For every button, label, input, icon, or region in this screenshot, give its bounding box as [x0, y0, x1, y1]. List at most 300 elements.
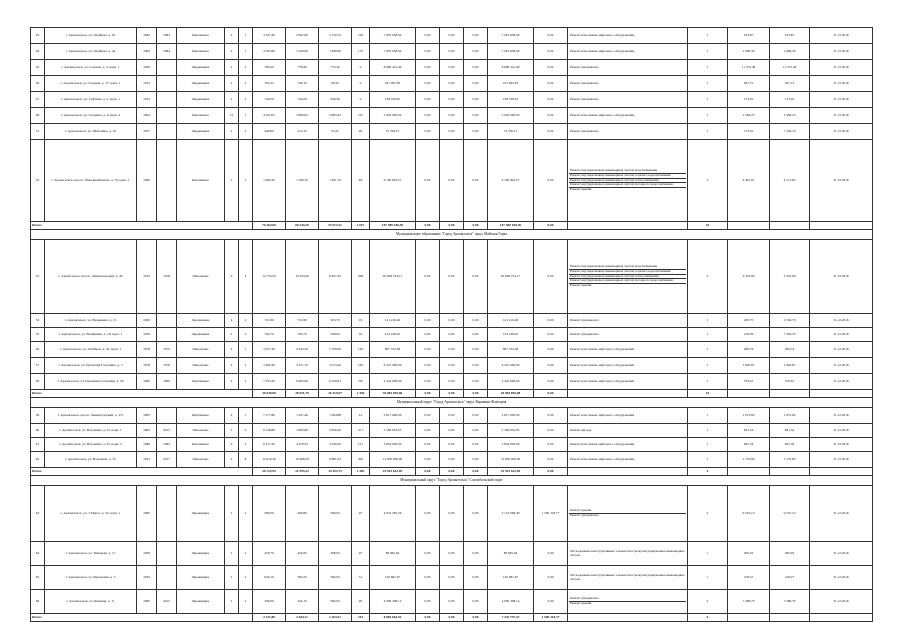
works-list-cell	[568, 60, 688, 76]
overhaul-year-cell: 1978	[157, 240, 177, 314]
max-unit-cost-cell: 200,93	[770, 542, 810, 566]
work-item: Ремонт внутридомовых инженерных систем горячего водоснабжения	[569, 173, 686, 178]
owners-cost-cell: 120 681,67	[488, 566, 534, 590]
works-list-cell	[568, 328, 688, 342]
works-list-cell	[568, 358, 688, 374]
private-area-cell: 3 013,40	[319, 358, 352, 374]
residents-cell: 392	[352, 452, 370, 468]
deadline-cell: 31.12.2016	[810, 328, 873, 342]
address-cell: г. Архангельск, ул. Суфтина, д. 3, корп. 1	[45, 92, 137, 108]
floors-cell: 9	[225, 408, 239, 424]
overhaul-year-cell	[157, 140, 177, 222]
works-count-cell: 2	[688, 240, 728, 314]
works-list	[569, 458, 686, 462]
residents-cell: 310	[352, 374, 370, 390]
work-item: Ремонт фасада	[570, 428, 592, 432]
works-list	[569, 319, 686, 323]
max-unit-cost-cell: 11 372,49	[770, 60, 810, 76]
total-cost-cell: 7 919 938,00	[370, 28, 416, 44]
deadline-cell: 31.12.2016	[810, 140, 873, 222]
build-year-cell: 1979	[137, 240, 157, 314]
row-number: 66	[31, 590, 45, 614]
table-row	[31, 44, 873, 60]
works-list-cell	[568, 424, 688, 438]
row-number: 47	[31, 92, 45, 108]
work-item: Ремонт или замена лифтового оборудования	[570, 347, 635, 351]
deadline-cell: 31.12.2016	[810, 124, 873, 140]
local-budget-cell: 0,00	[464, 438, 488, 452]
total-cost-cell: 4 672 387,26	[370, 486, 416, 542]
fund-cell: 0,00	[416, 60, 440, 76]
address-cell: г. Архангельск, ул. Гагарина, д. 9, корп. 2	[45, 108, 137, 124]
works-list	[569, 550, 686, 558]
unit-cost-cell: 825,78	[728, 438, 770, 452]
other-funds-cell: 0,00	[534, 452, 568, 468]
floors-cell: 2	[225, 124, 239, 140]
floors-cell: 2	[225, 60, 239, 76]
local-budget-cell: 0,00	[464, 108, 488, 124]
fund-cell: 0,00	[416, 240, 440, 314]
budget-cell: 0,00	[440, 486, 464, 542]
wall-material-cell: Деревянные	[177, 92, 225, 108]
work-item: Ремонт внутридомовых инженерных систем горячего водоснабжения	[569, 269, 686, 274]
owners-cost-cell: 6 700 843,27	[488, 140, 534, 222]
floors-cell: 5	[225, 140, 239, 222]
total-total-cost-cell: 107 580 048,49	[370, 222, 416, 230]
residents-cell: 25	[352, 486, 370, 542]
unit-cost-cell: 913,87	[728, 28, 770, 44]
owners-cost-cell: 2 817 000,00	[488, 408, 534, 424]
max-unit-cost-cell: 1 905,87	[770, 358, 810, 374]
build-year-cell: 1978	[137, 358, 157, 374]
owners-cost-cell: 197 965,83	[488, 76, 534, 92]
total-private-area-cell: 1 263,51	[319, 614, 352, 622]
floors-cell: 2	[225, 92, 239, 108]
entrances-cell: 1	[239, 342, 253, 358]
local-budget-cell: 0,00	[464, 92, 488, 108]
local-budget-cell: 0,00	[464, 76, 488, 92]
total-budget-cell: 0,00	[440, 390, 464, 398]
local-budget-cell: 0,00	[464, 424, 488, 438]
work-item: Ремонт фундамента	[570, 513, 599, 517]
fund-cell: 0,00	[416, 44, 440, 60]
work-item: Ремонт или замена лифтового оборудования	[570, 457, 635, 461]
residents-cell: 16	[352, 328, 370, 342]
total-cost-cell: 197 965,83	[370, 76, 416, 92]
fund-cell: 0,00	[416, 76, 440, 92]
budget-cell: 0,00	[440, 590, 464, 614]
floors-cell: 5	[225, 424, 239, 438]
total-living-area-cell: 22 595,32	[286, 468, 319, 476]
private-area-cell: 398,00	[319, 542, 352, 566]
address-cell: г. Архангельск, ул. Воронина, д. 32, корп. 3	[45, 438, 137, 452]
fund-cell: 0,00	[416, 486, 440, 542]
max-unit-cost-cell: 913,87	[770, 28, 810, 44]
residents-cell: 170	[352, 44, 370, 60]
section-title: Муниципальный округ "Город Архангельск" Соломбальский округ	[31, 476, 873, 486]
total-empty-cell	[568, 468, 688, 476]
living-area-cell: 749,10	[286, 76, 319, 92]
fund-cell: 0,00	[416, 374, 440, 390]
budget-cell: 0,00	[440, 76, 464, 92]
row-number: 65	[31, 566, 45, 590]
entrances-cell: 2	[239, 566, 253, 590]
wall-material-cell: Деревянные	[177, 590, 225, 614]
total-local-budget-cell: 0,00	[464, 390, 488, 398]
owners-cost-cell: 807 534,38	[488, 342, 534, 358]
total-area-cell: 3 480,30	[253, 358, 286, 374]
total-empty-cell	[810, 614, 873, 622]
works-list	[569, 333, 686, 337]
work-item: Ремонт или замена лифтового оборудования	[570, 113, 635, 117]
entrances-cell: 6	[239, 424, 253, 438]
total-empty-cell	[770, 222, 810, 230]
budget-cell: 0,00	[440, 358, 464, 374]
works-count-cell: 5	[688, 140, 728, 222]
total-area-cell: 6 417,30	[253, 438, 286, 452]
works-list-cell	[568, 590, 688, 614]
entrances-cell: 2	[239, 76, 253, 92]
overhaul-year-cell: 2015	[157, 424, 177, 438]
works-list-cell	[568, 44, 688, 60]
total-cost-cell: 6 700 843,27	[370, 140, 416, 222]
unit-cost-cell: 267,15	[728, 76, 770, 92]
wall-material-cell: Деревянные	[177, 328, 225, 342]
table-row	[31, 124, 873, 140]
budget-cell: 0,00	[440, 452, 464, 468]
residents-cell: 298	[352, 240, 370, 314]
build-year-cell: 1978	[137, 342, 157, 358]
total-label: Итого:	[31, 390, 253, 398]
deadline-cell: 31.12.2016	[810, 424, 873, 438]
budget-cell: 0,00	[440, 240, 464, 314]
owners-cost-cell: 20 908 234,17	[488, 240, 534, 314]
row-number: 58	[31, 374, 45, 390]
residents-cell: 20	[352, 590, 370, 614]
works-list-cell	[568, 452, 688, 468]
total-total-area-cell: 2 231,80	[253, 614, 286, 622]
local-budget-cell: 0,00	[464, 566, 488, 590]
residents-cell: 25	[352, 542, 370, 566]
address-cell: г. Архангельск, ул. Кемская, д. 11	[45, 590, 137, 614]
row-number: 56	[31, 342, 45, 358]
living-area-cell: 2 997,60	[286, 28, 319, 44]
max-unit-cost-cell: 579,61	[770, 374, 810, 390]
row-number: 44	[31, 44, 45, 60]
work-item: Ремонт крыши	[570, 601, 592, 605]
overhaul-year-cell: 1983	[157, 28, 177, 44]
living-area-cell: 744,09	[286, 92, 319, 108]
living-area-cell: 445,90	[286, 542, 319, 566]
other-funds-cell: 0,00	[534, 590, 568, 614]
private-area-cell: 399,00	[319, 486, 352, 542]
total-empty-cell	[810, 468, 873, 476]
section-header-row	[31, 398, 873, 408]
total-area-cell: 7 255,20	[253, 374, 286, 390]
address-cell: г. Архангельск, ул. Октябрят, д. 44	[45, 44, 137, 60]
works-list	[569, 130, 686, 134]
total-residents-cell: 103	[352, 614, 370, 622]
table-row	[31, 486, 873, 542]
unit-cost-cell: 172,55	[728, 124, 770, 140]
unit-cost-cell: 1 672,82	[728, 408, 770, 424]
total-cost-cell: 8 960 412,49	[370, 60, 416, 76]
section-header-row	[31, 230, 873, 240]
floors-cell: 2	[225, 542, 239, 566]
entrances-cell: 1	[239, 44, 253, 60]
overhaul-year-cell: 1982	[157, 438, 177, 452]
owners-cost-cell: 89 665,94	[488, 542, 534, 566]
works-list-cell	[568, 486, 688, 542]
wall-material-cell: Кирпичные	[177, 140, 225, 222]
local-budget-cell: 0,00	[464, 590, 488, 614]
works-list	[569, 98, 686, 102]
budget-cell: 0,00	[440, 140, 464, 222]
total-empty-cell	[568, 614, 688, 622]
address-cell: г. Архангельск, ул. Прокопия Галушина, д. 3	[45, 358, 137, 374]
works-list-cell	[568, 374, 688, 390]
budget-cell: 0,00	[440, 438, 464, 452]
budget-cell: 0,00	[440, 314, 464, 328]
works-list-cell	[568, 76, 688, 92]
works-count-cell: 1	[688, 424, 728, 438]
max-unit-cost-cell: 1 096,39	[770, 44, 810, 60]
overhaul-year-cell	[157, 328, 177, 342]
address-cell: г. Архангельск, просп. Ленинградский, д. 371	[45, 408, 137, 424]
floors-cell: 9	[225, 452, 239, 468]
total-local-budget-cell: 0,00	[464, 614, 488, 622]
works-count-cell: 1	[688, 92, 728, 108]
local-budget-cell: 0,00	[464, 328, 488, 342]
works-list	[569, 414, 686, 418]
floors-cell: 9	[225, 44, 239, 60]
living-area-cell: 411,50	[286, 124, 319, 140]
build-year-cell: 1985	[137, 408, 157, 424]
other-funds-cell: 0,00	[534, 566, 568, 590]
private-area-cell: 3 865,63	[319, 108, 352, 124]
living-area-cell: 721,80	[286, 314, 319, 328]
other-funds-cell: 0,00	[534, 44, 568, 60]
budget-cell: 0,00	[440, 60, 464, 76]
budget-cell: 0,00	[440, 424, 464, 438]
local-budget-cell: 0,00	[464, 342, 488, 358]
other-funds-cell: 1 500 318,77	[534, 486, 568, 542]
total-budget-cell: 0,00	[440, 468, 464, 476]
works-list-cell	[568, 566, 688, 590]
owners-cost-cell: 5 584 632,05	[488, 424, 534, 438]
other-funds-cell: 0,00	[534, 408, 568, 424]
total-label: Итого:	[31, 222, 253, 230]
total-private-area-cell: 54 913,41	[319, 222, 352, 230]
total-cost-cell: 4 000 308,14	[370, 590, 416, 614]
entrances-cell: 2	[239, 124, 253, 140]
total-area-cell: 12 610,20	[253, 452, 286, 468]
work-item: Ремонт или замена лифтового оборудования	[570, 33, 635, 37]
floors-cell: 2	[225, 328, 239, 342]
total-area-cell: 390,00	[253, 590, 286, 614]
build-year-cell: 1958	[137, 328, 157, 342]
entrances-cell: 2	[239, 486, 253, 542]
works-list-cell	[568, 108, 688, 124]
table-row	[31, 542, 873, 566]
unit-cost-cell: 2 453,09	[728, 240, 770, 314]
unit-cost-cell: 218,27	[728, 566, 770, 590]
section-header-row	[31, 476, 873, 486]
fund-cell: 0,00	[416, 424, 440, 438]
max-unit-cost-cell: 173,45	[770, 92, 810, 108]
unit-cost-cell: 209,74	[728, 342, 770, 358]
section-title: Муниципальное образование "Город Архангельск" округ Майская Горка	[31, 230, 873, 240]
total-cost-cell: 154 168,45	[370, 328, 416, 342]
work-item: Ремонт или замена лифтового оборудования	[570, 49, 635, 53]
total-area-cell: 762,42	[253, 76, 286, 92]
max-unit-cost-cell: 7 304,70	[770, 328, 810, 342]
works-list-cell	[568, 542, 688, 566]
total-empty-cell	[770, 614, 810, 622]
works-count-cell: 1	[688, 28, 728, 44]
local-budget-cell: 0,00	[464, 28, 488, 44]
works-count-cell: 1	[688, 438, 728, 452]
works-list-cell	[568, 438, 688, 452]
total-area-cell: 6 148,80	[253, 424, 286, 438]
owners-cost-cell: 6 451 000,00	[488, 358, 534, 374]
entrances-cell: 4	[239, 240, 253, 314]
private-area-cell: 4 836,20	[319, 424, 352, 438]
local-budget-cell: 0,00	[464, 140, 488, 222]
other-funds-cell: 0,00	[534, 60, 568, 76]
total-other-funds-cell: 0,00	[534, 222, 568, 230]
max-unit-cost-cell: 1 584,25	[770, 108, 810, 124]
living-area-cell: 1 936,90	[286, 44, 319, 60]
entrances-cell: 2	[239, 590, 253, 614]
local-budget-cell: 0,00	[464, 452, 488, 468]
total-empty-cell	[810, 390, 873, 398]
address-cell: г. Архангельск, ул. Воронина, д. 25, корп. 1	[45, 424, 137, 438]
total-empty-cell	[568, 390, 688, 398]
total-works-count-cell: 6	[688, 614, 728, 622]
budget-cell: 0,00	[440, 328, 464, 342]
work-item: Ремонт внутридомовых инженерных систем водоснабжения	[569, 169, 686, 173]
total-empty-cell	[728, 614, 770, 622]
works-list-cell	[568, 314, 688, 328]
work-item: Ремонт фундамента	[570, 129, 599, 133]
total-area-cell: 721,80	[253, 314, 286, 328]
total-area-cell: 470,70	[253, 542, 286, 566]
overhaul-year-cell	[157, 124, 177, 140]
works-count-cell: 1	[688, 108, 728, 124]
works-list	[569, 574, 686, 582]
build-year-cell: 1954	[137, 76, 157, 92]
total-fund-cell: 0,00	[416, 222, 440, 230]
total-total-area-cell: 26 722,95	[253, 468, 286, 476]
living-area-cell: 3 683,80	[286, 424, 319, 438]
wall-material-cell: Кирпичные	[177, 28, 225, 44]
work-item: Ремонт или замена лифтового оборудования	[570, 413, 635, 417]
budget-cell: 0,00	[440, 342, 464, 358]
living-area-cell: 3 471,70	[286, 358, 319, 374]
total-area-cell: 7 177,80	[253, 408, 286, 424]
works-list	[569, 443, 686, 447]
build-year-cell: 1953	[137, 452, 157, 468]
local-budget-cell: 0,00	[464, 408, 488, 424]
overhaul-year-cell	[157, 314, 177, 328]
total-total-area-cell: 30 049,08	[253, 390, 286, 398]
entrances-cell: 1	[239, 408, 253, 424]
max-unit-cost-cell: 4 113,65	[770, 140, 810, 222]
unit-cost-cell: 1 584,25	[728, 108, 770, 124]
unit-cost-cell: 7 289,79	[728, 590, 770, 614]
residents-cell: 19	[352, 314, 370, 328]
total-owners-cost-cell: 107 580 048,49	[488, 222, 534, 230]
table-row	[31, 92, 873, 108]
works-list	[569, 509, 686, 518]
row-number: 62	[31, 452, 45, 468]
works-count-cell: 1	[688, 60, 728, 76]
total-cost-cell: 5 584 632,05	[370, 424, 416, 438]
row-number: 55	[31, 328, 45, 342]
total-budget-cell: 0,00	[440, 222, 464, 230]
fund-cell: 0,00	[416, 452, 440, 468]
works-list	[569, 114, 686, 118]
other-funds-cell: 0,00	[534, 240, 568, 314]
living-area-cell: 324,10	[286, 590, 319, 614]
total-owners-cost-cell: 7 342 797,37	[488, 614, 534, 622]
row-number: 61	[31, 438, 45, 452]
build-year-cell: 1984	[137, 44, 157, 60]
address-cell: г. Архангельск, просп. Ленинградский, д. 40	[45, 240, 137, 314]
residents-cell: 31	[352, 566, 370, 590]
overhaul-year-cell	[157, 486, 177, 542]
works-count-cell: 1	[688, 328, 728, 342]
living-area-cell: 490,80	[286, 486, 319, 542]
private-area-cell: 2 150,74	[319, 28, 352, 44]
deadline-cell: 31.12.2016	[810, 408, 873, 424]
works-count-cell: 1	[688, 342, 728, 358]
owners-cost-cell: 5 943 000,00	[488, 108, 534, 124]
local-budget-cell: 0,00	[464, 240, 488, 314]
wall-material-cell: Деревянные	[177, 566, 225, 590]
works-count-cell: 1	[688, 374, 728, 390]
living-area-cell: 3 042,30	[286, 342, 319, 358]
budget-cell: 0,00	[440, 28, 464, 44]
table-row	[31, 328, 873, 342]
overhaul-year-cell	[157, 108, 177, 124]
works-count-cell: 2	[688, 486, 728, 542]
total-cost-cell: 807 534,38	[370, 342, 416, 358]
work-item: Ремонт внутридомовых инженерных систем холодного водоснабжения	[569, 279, 686, 284]
floors-cell: 2	[225, 314, 239, 328]
address-cell: г. Архангельск, ул. Октябрят, д. 22, корп. 1	[45, 342, 137, 358]
address-cell: г. Архангельск, ул. Тимакова, д. 17	[45, 542, 137, 566]
total-area-cell: 3 357,30	[253, 342, 286, 358]
build-year-cell: 1957	[137, 124, 157, 140]
fund-cell: 0,00	[416, 314, 440, 328]
total-residents-cell: 2 657	[352, 222, 370, 230]
private-area-cell: 9 881,03	[319, 452, 352, 468]
total-living-area-cell: 28 031,70	[286, 390, 319, 398]
deadline-cell: 31.12.2016	[810, 566, 873, 590]
total-empty-cell	[728, 390, 770, 398]
build-year-cell: 1958	[137, 542, 157, 566]
residents-cell: 84	[352, 140, 370, 222]
fund-cell: 0,00	[416, 342, 440, 358]
private-area-cell: 598,00	[319, 328, 352, 342]
deadline-cell: 31.12.2016	[810, 108, 873, 124]
total-total-cost-cell: 8 865 664,91	[370, 614, 416, 622]
row-number: 64	[31, 542, 45, 566]
floors-cell: 2	[225, 566, 239, 590]
residents-cell: 121	[352, 438, 370, 452]
